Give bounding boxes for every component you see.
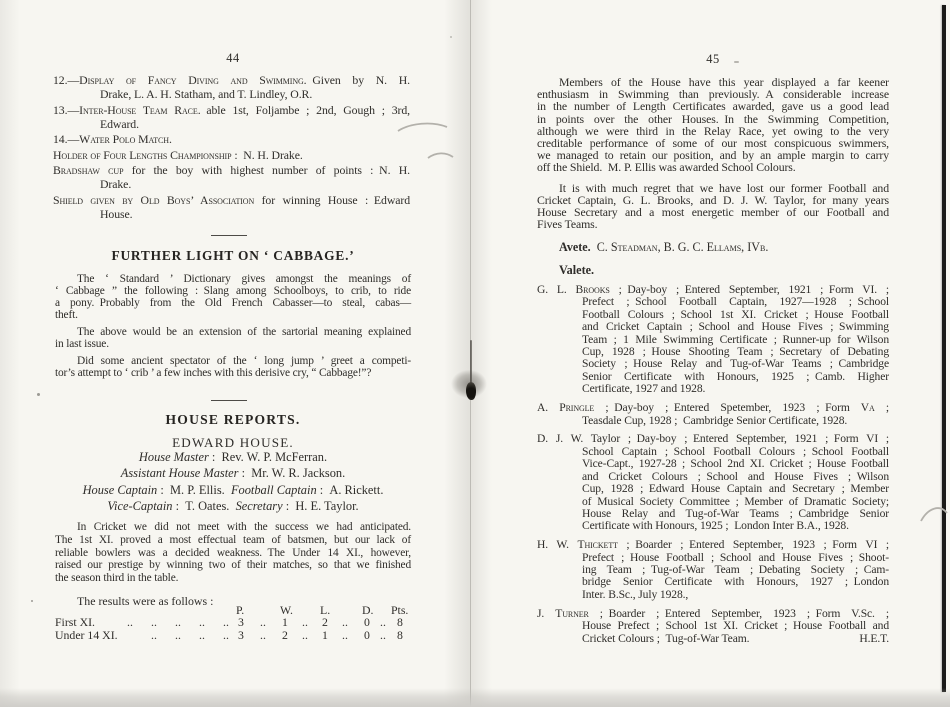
text-line: G. L. Brooks ; Day-boy ; Entered September, 1921 ; Form VI. ; — [537, 283, 889, 296]
text-line: Cup, 1928 ; House Shooting Team ; Secretary of Debating — [582, 345, 889, 359]
edward-house-heading: EDWARD HOUSE. — [172, 435, 294, 450]
text-line: H. W. Thickett ; Boarder ; Entered September, 1923 ; Form VI ; — [537, 538, 889, 552]
leader-dots: .. — [302, 615, 308, 630]
text-line: Cup, 1928 ; Edward House Captain and Secretary ; Member — [582, 482, 889, 496]
text-line: Prefect ; House Football ; School and House Fives ; Shoot- — [582, 550, 889, 564]
text-line: and Cricket Captain ; School and House Fives ; Swimming — [582, 320, 889, 334]
leader-dots: .. — [175, 615, 181, 630]
text-line: House Captain : M. P. Ellis. Football Captain : A. Rickett. — [82, 482, 384, 497]
text-line: in last issue. — [55, 338, 109, 351]
row-label: Under 14 XI. — [55, 627, 118, 642]
text-line: House Prefect ; School 1st XI. Cricket ; House Football and — [582, 619, 889, 633]
column-header: P. — [236, 603, 245, 617]
leader-dots: .. — [260, 615, 266, 630]
leader-dots: .. — [342, 615, 348, 630]
leader-dots: .. — [127, 615, 133, 630]
text-line: In Cricket we did not meet with the success we had anticipated. — [77, 521, 411, 533]
text-line: Team ; 1 Mile Swimming Certificate ; Runner-up for Wilson — [582, 332, 889, 346]
text-line: Vice-Capt., 1927-28 ; School 2nd XI. Cricket ; House Football — [582, 457, 889, 471]
text-line: Did some ancient spectator of the ‘ long jump ’ greet a competi- — [77, 355, 411, 368]
text-line: House Master : Rev. W. P. McFerran. — [138, 450, 328, 464]
row-label: First XI. — [55, 615, 95, 630]
value-cell: 8 — [397, 627, 403, 642]
leader-dots: .. — [175, 627, 181, 642]
text-line: Society ; House Relay and Tug-of-War Teams ; Cambridge — [582, 357, 889, 371]
text-line: Cricket Captain, G. L. Brooks, and D. J. W. Taylor, for many years — [537, 192, 889, 207]
leader-dots: .. — [342, 627, 348, 642]
leader-dots: .. — [302, 627, 308, 642]
leader-dots: .. — [260, 627, 266, 642]
leader-dots: .. — [151, 627, 157, 642]
value-cell: 3 — [238, 615, 244, 630]
value-cell: 2 — [282, 627, 288, 642]
text-line: House Secretary and a most energetic member of our Football and — [537, 205, 889, 220]
text-line: The above would be an extension of the sartorial meaning explained — [77, 326, 411, 339]
text-line: House Relay and Tug-of-War Teams ; Cambridge Senior — [582, 506, 889, 520]
text-line: a pony. Probably from the Old French Cabasser—to steal, cabas— — [55, 297, 411, 310]
leader-dots: .. — [223, 627, 229, 642]
paper-speck — [37, 393, 40, 396]
text-line: Prefect ; School Football Captain, 1927—1928 ; School — [582, 295, 889, 309]
text-line: Certificate with Honours, 1925 ; London Inter B.A., 1928. — [582, 519, 849, 533]
value-cell: 1 — [322, 627, 328, 642]
column-header: Pts. — [391, 603, 409, 617]
text-line: 12.—Display of Fancy Diving and Swimming. Given by N. H. — [53, 73, 410, 87]
text-line: Valete. — [559, 263, 595, 277]
text-line: and Cricket Colours ; School and House Fives ; Wilson — [582, 469, 889, 483]
text-line: bridge Senior Certificate with Honours, 1927 ; London — [582, 575, 889, 589]
text-line: Shield given by Old Boys’ Association for winning House : Edward — [53, 192, 411, 207]
text-line: raised our prestige by winning two of their matches, so that we finished — [55, 559, 411, 572]
value-cell: 1 — [282, 615, 288, 630]
value-cell: 3 — [238, 627, 244, 642]
text-line: Bradshaw cup for the boy with highest number of points : N. H. — [53, 163, 410, 178]
text-line: although we were third in the Relay Race, yet owing to the very — [537, 123, 889, 138]
text-line: in the number of Length Certificates awarded, gave us a good lead — [537, 99, 889, 114]
text-line: tor’s attempt to ‘ crib ’ a few inches with this derisive cry, “ Cabbage!”? — [55, 367, 372, 380]
text-line: Members of the House have this year displayed a far keener — [559, 75, 889, 89]
text-line: Senior Certificate with Honours, 1925 ; Camb. Higher — [582, 369, 889, 383]
column-header: D. — [362, 603, 374, 617]
text-line: House. — [100, 207, 133, 222]
value-cell: 0 — [364, 615, 370, 630]
text-line: ‘ Cabbage ” the following : Slang among Schoolboys, to crib, to ride — [55, 285, 411, 298]
page-number-right: 45 — [706, 52, 720, 66]
text-line: the season third in the table. — [55, 572, 179, 585]
leader-dots: .. — [380, 615, 386, 630]
paper-speck — [31, 600, 33, 602]
value-cell: 8 — [397, 615, 403, 630]
text-line: ing Team ; Tug-of-War Team ; Debating Society ; Cam- — [582, 563, 889, 577]
value-cell: 2 — [322, 615, 328, 630]
text-line: Cricket Colours ; Tug-of-War Team. H.E.T. — [582, 631, 889, 645]
leader-dots: .. — [199, 615, 205, 630]
text-line: The 1st XI. proved a most effectual team of batsmen, but our lack of — [55, 533, 411, 546]
text-line: Drake, L. A. H. Statham, and T. Lindley, O.R. — [100, 87, 313, 102]
leader-dots: .. — [380, 627, 386, 642]
paper-speck — [450, 36, 452, 38]
text-line: Assistant House Master : Mr. W. R. Jackson. — [120, 466, 346, 481]
text-line: off the Shield. M. P. Ellis was awarded School Colours. — [537, 160, 796, 175]
text-line: D. J. W. Taylor ; Day-boy ; Entered September, 1921 ; Form VI ; — [537, 432, 889, 446]
text-line: theft. — [55, 309, 78, 322]
text-line: J. Turner ; Boarder ; Entered September, 1923 ; Form V.Sc. ; — [537, 606, 890, 620]
text-line: Football Colours ; School 1st XI. Cricket ; House Football — [582, 307, 889, 321]
page-number-left: 44 — [226, 51, 240, 65]
text-line: we managed to retain our position, and by an ample margin to carry — [537, 148, 889, 163]
text-line: in points over the other Houses. In the Swimming Competition, — [537, 111, 889, 126]
leader-dots: .. — [199, 627, 205, 642]
text-line: Fives Teams. — [537, 217, 598, 232]
value-cell: 0 — [364, 627, 370, 642]
text-line: Teasdale Cup, 1928 ; Cambridge Senior Certificate, 1928. — [582, 413, 848, 427]
text-line: Avete. C. Steadman, B. G. C. Ellams, IVb. — [559, 240, 769, 254]
leader-dots: .. — [151, 615, 157, 630]
text-line: 14.—Water Polo Match. — [53, 132, 172, 147]
text-line: Drake. — [100, 177, 132, 192]
column-header: L. — [320, 603, 331, 617]
text-line: Holder of Four Lengths Championship : N. H. Drake. — [53, 147, 303, 162]
text-line: of Musical Society Committee ; Member of Dramatic Society; — [582, 494, 889, 508]
text-line: enthusiasm in Swimming than previously. A considerable increase — [537, 87, 889, 102]
text-line: Certificate, 1927 and 1928. — [582, 382, 706, 396]
text-line: The ‘ Standard ’ Dictionary gives amongst the meanings of — [77, 273, 411, 285]
text-line: A. Pringle ; Day-boy ; Entered Spetember, 1923 ; Form Va ; — [537, 401, 889, 415]
text-line: Edward. — [100, 117, 139, 132]
text-line: reliable bowlers was a decided weakness. The Under 14 XI., however, — [55, 546, 411, 559]
text-line: It is with much regret that we have lost our former Football and — [559, 180, 889, 195]
house-reports-heading: HOUSE REPORTS. — [165, 412, 301, 427]
text-line: 13.—Inter-House Team Race. able 1st, Foljambe ; 2nd, Gough ; 3rd, — [53, 102, 410, 117]
paper-speck — [734, 61, 739, 63]
text-line: Vice-Captain : T. Oates. Secretary : H. E. Taylor. — [107, 498, 359, 513]
results-intro: The results were as follows : — [77, 594, 214, 608]
leader-dots: .. — [223, 615, 229, 630]
text-line: Inter. B.Sc., July 1928., — [582, 587, 689, 601]
text-line: creditable performance of some of our most conspicuous swimmers, — [537, 136, 889, 151]
column-header: W. — [280, 603, 294, 617]
cabbage-heading: FURTHER LIGHT ON ‘ CABBAGE.’ — [111, 248, 355, 263]
text-line: School Captain ; School Football Colours ; School Football — [582, 444, 889, 458]
